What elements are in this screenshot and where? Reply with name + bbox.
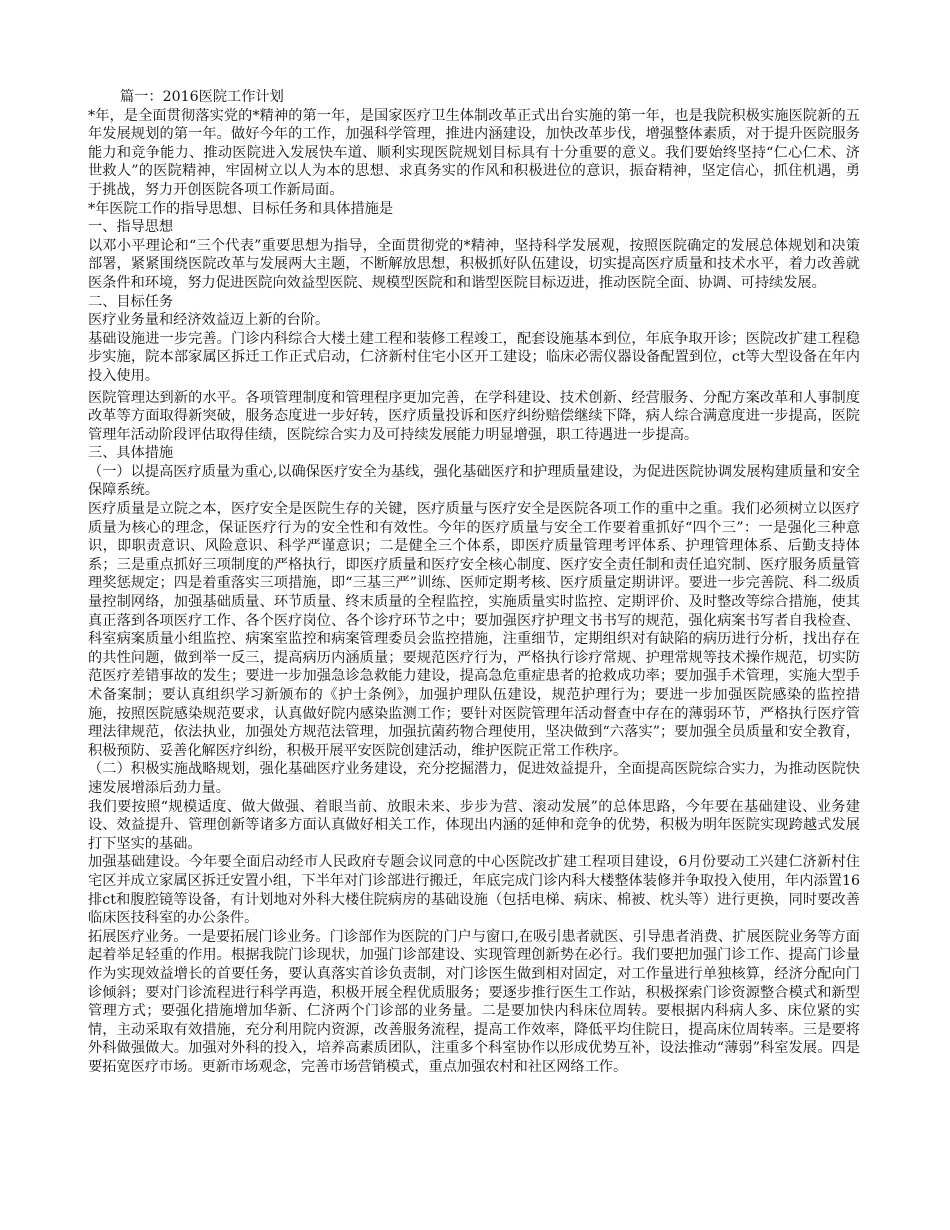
paragraph-goal-business: 医疗业务量和经济效益迈上新的台阶。 xyxy=(88,312,330,329)
paragraph-guiding: 以邓小平理论和“三个代表”重要思想为指导，全面贯彻党的*精神，坚持科学发展观，按照医院确定的发展总体规划和决策部署，紧紧围绕医院改革与发展两大主题，不断解放思想，积极抓好队伍建设，切实提高医疗质量和技术水平，着力改善就医条件和环境，努力促进医院向效益型医院、规模型医院和和谐型医院目标迈进，推动医院全面、协调、可持续发展。 xyxy=(88,237,860,291)
section-heading-guiding: 一、指导思想 xyxy=(88,219,174,236)
paragraph-infrastructure: 加强基础建设。今年要全面启动经市人民政府专题会议同意的中心医院改扩建工程项目建设，6月份要动工兴建仁济新村住宅区并成立家属区拆迁安置小组，下半年对门诊部进行搬迁，年底完成门诊内科大楼整体装修并争取投入使用，年内添置16排ct和腹腔镜等设备，有计划地对外科大楼住院病房的基础设施（包括电梯、病床、棉被、枕头等）进行更换，同时要改善临床医技科室的办公条件。 xyxy=(88,854,860,927)
paragraph-quality-safety: 医疗质量是立院之本，医疗安全是医院生存的关键，医疗质量与医疗安全是医院各项工作的重中之重。我们必须树立以医疗质量为核心的理念，保证医疗行为的安全性和有效性。今年的医疗质量与安全工作要着重抓好“四个三”：一是强化三种意识，即职责意识、风险意识、科学严谨意识；二是健全三个体系，即医疗质量管理考评体系、护理管理体系、后勤支持体系；三是重点抓好三项制度的严格执行，即医疗质量和医疗安全核心制度、医疗安全责任制和责任追究制、医疗服务质量管理奖惩规定；四是着重落实三项措施，即“三基三严”训练、医师定期考核、医疗质量定期讲评。要进一步完善院、科二级质量控制网络，加强基础质量、环节质量、终末质量的全程监控，实施质量实时监控、定期评价、及时整改等综合措施，使其真正落到各项医疗工作、各个医疗岗位、各个诊疗环节之中；要加强医疗护理文书书写的规范，强化病案书写者自我检查、科室病案质量小组监控、病案室监控和病案管理委员会监控措施，注重细节，定期组织对有缺陷的病历进行分析，找出存在的共性问题，做到举一反三，提高病历内涵质量；要规范医疗行为，严格执行诊疗常规、护理常规等技术操作规范，切实防范医疗差错事故的发生；要进一步加强急诊急救能力建设，提高急危重症患者的抢救成功率；要加强手术管理，实施大型手术备案制；要认真组织学习新颁布的《护士条例》，加强护理队伍建设，规范护理行为；要进一步加强医院感染的监控措施，按照医院感染规范要求，认真做好院内感染监测工作；要针对医院管理年活动督查中存在的薄弱环节，严格执行医疗管理法律规范，依法执业，加强处方规范法管理，加强抗菌药物合理使用，坚决做到“六落实”；要加强全员质量和安全教育，积极预防、妥善化解医疗纠纷，积极开展平安医院创建活动，维护医院正常工作秩序。 xyxy=(88,501,860,759)
paragraph-business-expansion: 拓展医疗业务。一是要拓展门诊业务。门诊部作为医院的门户与窗口,在吸引患者就医、引导患者消费、扩展医院业务等方面起着举足轻重的作用。根据我院门诊现状，加强门诊部建设、实现管理创新势在必行。我们要把加强门诊工作、提高门诊量作为实现效益增长的首要任务，要认真落实首诊负责制，对门诊医生做到相对固定，对工作量进行单独核算，经济分配向门诊倾斜；要对门诊流程进行科学再造，积极开展全程优质服务；要逐步推行医生工作站，积极探索门诊资源整合模式和新型管理方式；要强化措施增加华新、仁济两个门诊部的业务量。二是要加快内科床位周转。要根据内科病人多、床位紧的实情，主动采取有效措施，充分利用院内资源，改善服务流程，提高工作效率，降低平均住院日，提高床位周转率。三是要将外科做强做大。加强对外科的投入，培养高素质团队，注重多个科室协作以形成优势互补，设法推动“薄弱”科室发展。四是要拓宽医疗市场。更新市场观念，完善市场营销模式，重点加强农村和社区网络工作。 xyxy=(88,928,860,1075)
paragraph-goal-management: 医院管理达到新的水平。各项管理制度和管理程序更加完善，在学科建设、技术创新、经营服务、分配方案改革和人事制度改革等方面取得新突破，服务态度进一步好转，医疗质量投诉和医疗纠纷赔偿继续下降，病人综合满意度进一步提高，医院管理年活动阶段评估取得佳绩，医院综合实力及可持续发展能力明显增强，职工待遇进一步提高。 xyxy=(88,389,860,443)
document-page xyxy=(88,88,860,1076)
paragraph-goal-infrastructure: 基础设施进一步完善。门诊内科综合大楼土建工程和装修工程竣工，配套设施基本到位，年底争取开诊；医院改扩建工程稳步实施，院本部家属区拆迁工作正式启动，仁济新村住宅小区开工建设；临床必需仪器设备配置到位，ct等大型设备在年内投入使用。 xyxy=(88,330,860,384)
paragraph-strategy: 我们要按照“规模适度、做大做强、着眼当前、放眼未来、步步为营、滚动发展”的总体思路，今年要在基础建设、业务建设、效益提升、管理创新等诸多方面认真做好相关工作，体现出内涵的延伸和竞争的优势，积极为明年医院实现跨越式发展打下坚实的基础。 xyxy=(88,798,860,852)
paragraph-overview: *年医院工作的指导思想、目标任务和具体措施是 xyxy=(88,200,394,217)
subheading-measure-1: （一）以提高医疗质量为重心,以确保医疗安全为基线，强化基础医疗和护理质量建设，为促进医院协调发展构建质量和安全保障系统。 xyxy=(88,463,860,499)
section-heading-goals: 二、目标任务 xyxy=(88,293,174,310)
subheading-measure-2: （二）积极实施战略规划，强化基础医疗业务建设，充分挖掘潜力，促进效益提升，全面提高医院综合实力，为推动医院快速发展增添后劲力量。 xyxy=(88,761,860,796)
document-title: 篇一：2016医院工作计划 xyxy=(120,89,284,105)
paragraph-intro: *年，是全面贯彻落实党的*精神的第一年，是国家医疗卫生体制改革正式出台实施的第一年，也是我院积极实施医院新的五年发展规划的第一年。做好今年的工作，加强科学管理，推进内涵建设，加快改革步伐，增强整体素质，对于提升医院服务能力和竞争能力、推动医院进入发展快车道、顺利实现医院规划目标具有十分重要的意义。我们要始终坚持“仁心仁术、济世救人”的医院精神，牢固树立以人为本的思想、求真务实的作风和积极进位的意识，振奋精神，坚定信心，抓住机遇，勇于挑战，努力开创医院各项工作新局面。 xyxy=(88,107,860,198)
section-heading-measures: 三、具体措施 xyxy=(88,445,174,462)
